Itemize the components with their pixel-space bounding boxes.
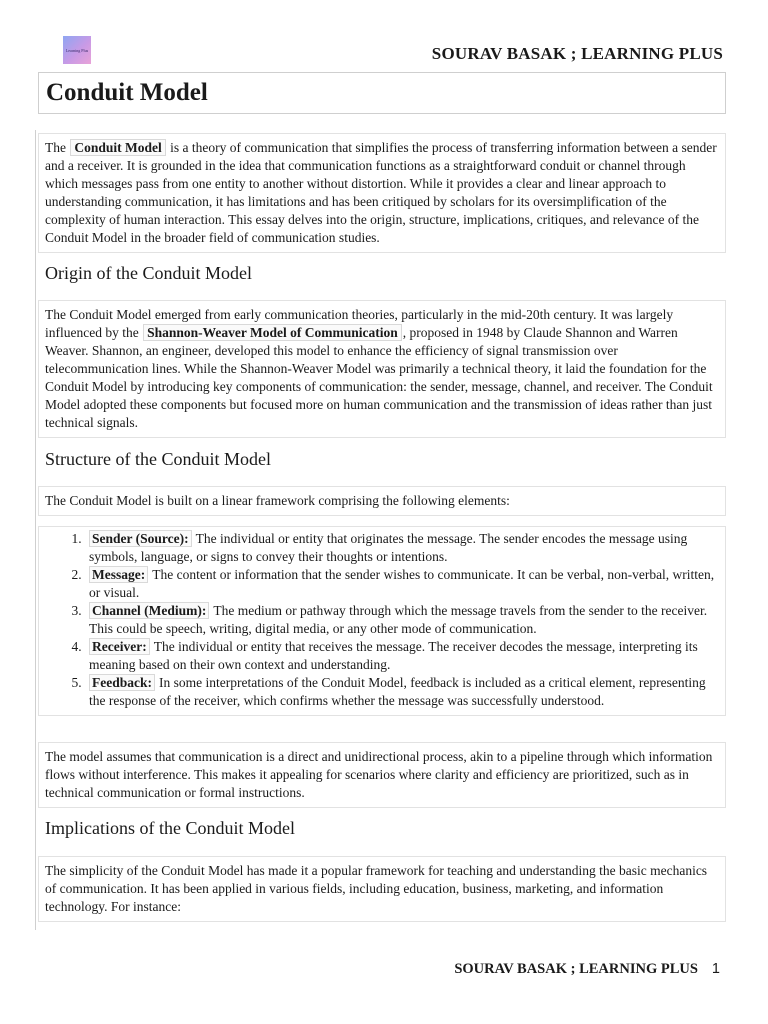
structure-intro (38, 486, 726, 516)
list-term: Sender (Source): (89, 530, 192, 547)
list-term: Message: (89, 566, 148, 583)
keyword-shannon-weaver: Shannon-Weaver Model of Communication (143, 324, 402, 341)
list-item (85, 602, 719, 638)
page-footer (454, 961, 720, 978)
structure-heading: Structure of the Conduit Model (45, 449, 271, 469)
content-border (35, 130, 36, 930)
keyword-conduit-model: Conduit Model (70, 139, 165, 156)
origin-rest: , proposed in 1948 by Claude Shannon and Warren Weaver. Shannon, an engineer, developed this model to enhance the efficiency of signal transmission over telecommunication lines. While the Shannon-Weaver Model was primarily a technical theory, it laid the foundation for the Conduit Model by introducing key components of communication: the sender, message, channel, and receiver. The Conduit Model adopted these components but focused more on human communication and the transmission of ideas rather than just technical signals. (45, 325, 713, 430)
structure-list (45, 530, 719, 710)
logo-text: Learning Plus (65, 47, 89, 53)
list-text: The individual or entity that receives the message. The receiver decodes the message, interpreting its meaning based on their own context and understanding. (89, 639, 698, 672)
list-term: Receiver: (89, 638, 150, 655)
list-item (85, 530, 719, 566)
origin-lead: The Conduit Model emerged from early communication theories, particularly in the mid-20th century. It was largely influenced by the (45, 307, 674, 340)
list-text: In some interpretations of the Conduit Model, feedback is included as a critical element, representing the response of the receiver, which confirms whether the message was successfully understood. (89, 675, 706, 708)
intro-paragraph (38, 133, 726, 253)
origin-heading: Origin of the Conduit Model (45, 263, 252, 283)
page-title: Conduit Model (46, 79, 208, 106)
implications-heading: Implications of the Conduit Model (45, 818, 295, 838)
page-number: 1 (711, 961, 720, 977)
list-item (85, 674, 719, 710)
learning-plus-logo (63, 36, 91, 64)
list-term: Channel (Medium): (89, 602, 209, 619)
footer-text: SOURAV BASAK ; LEARNING PLUS (454, 961, 698, 977)
summary-paragraph (38, 742, 726, 808)
implications-paragraph (38, 856, 726, 922)
implications-text: The simplicity of the Conduit Model has made it a popular framework for teaching and understanding the basic mechanics of communication. It has been applied in various fields, including education, business, marketing, and information technology. For instance: (45, 863, 708, 914)
structure-intro-text: The Conduit Model is built on a linear framework comprising the following elements: (45, 493, 510, 508)
header-title: SOURAV BASAK ; LEARNING PLUS (431, 44, 723, 63)
summary-text: The model assumes that communication is a direct and unidirectional process, akin to a pipeline through which information flows without interference. This makes it appealing for scenarios where clarity and efficiency are prioritized, such as in technical communication or formal instructions. (45, 749, 713, 800)
intro-lead: The (45, 140, 66, 155)
intro-rest: is a theory of communication that simplifies the process of transferring information between a sender and a receiver. It is grounded in the idea that communication functions as a straightforward conduit or channel through which messages pass from one entity to another without distortion. While it provides a clear and linear approach to understanding communication, it has limitations and has been critiqued by scholars for its oversimplification of the complexity of human interaction. This essay delves into the origin, structure, implications, critiques, and relevance of the Conduit Model in the broader field of communication studies. (45, 140, 717, 245)
list-text: The individual or entity that originates the message. The sender encodes the message using symbols, language, or signs to convey their thoughts or intentions. (89, 531, 688, 564)
list-text: The medium or pathway through which the message travels from the sender to the receiver. This could be speech, writing, digital media, or any other mode of communication. (89, 603, 708, 636)
origin-paragraph (38, 300, 726, 438)
list-text: The content or information that the sender wishes to communicate. It can be verbal, non-verbal, written, or visual. (89, 567, 715, 600)
list-item (85, 566, 719, 602)
list-term: Feedback: (89, 674, 155, 691)
list-item (85, 638, 719, 674)
structure-list-block (38, 526, 726, 716)
title-box (38, 72, 726, 114)
